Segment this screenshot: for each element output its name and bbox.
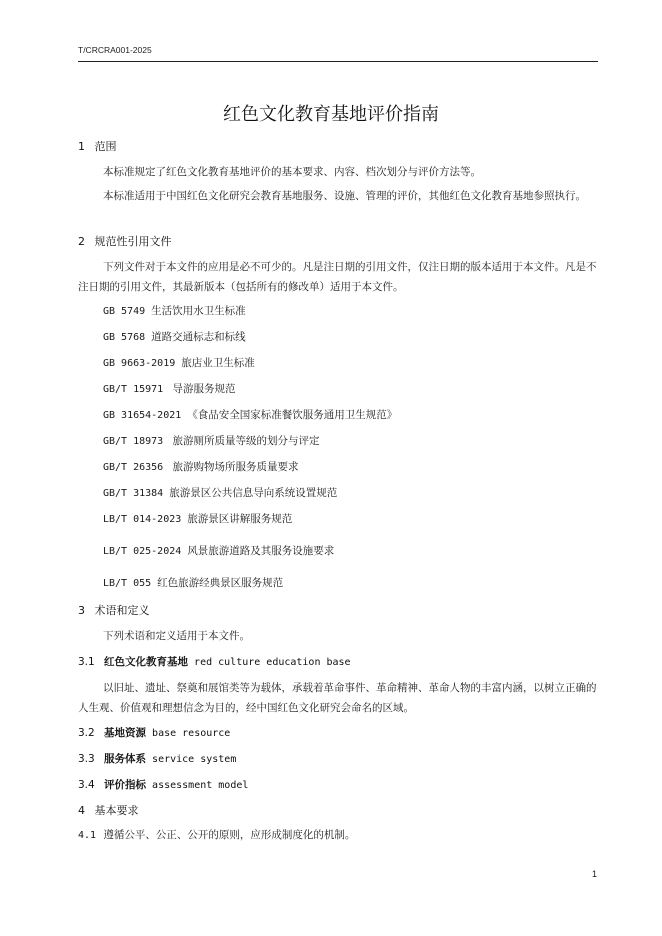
- section-3-heading: [78, 602, 150, 618]
- reference-item: [103, 381, 236, 396]
- reference-item: [103, 433, 320, 448]
- reference-item: [103, 407, 397, 422]
- section-2-heading: [78, 233, 172, 249]
- reference-item: [103, 303, 246, 318]
- reference-code: GB/T 18973: [103, 436, 164, 447]
- reference-code: GB 5749: [103, 306, 146, 317]
- reference-code: GB 9663-2019: [103, 358, 176, 369]
- term-name-zh: 基地资源: [104, 727, 147, 739]
- section-title: 基本要求: [94, 804, 139, 817]
- term-name-zh: 评价指标: [104, 779, 147, 791]
- reference-name: 旅游购物场所服务质量要求: [169, 461, 299, 473]
- reference-code: LB/T 025-2024: [103, 546, 182, 557]
- page-number: 1: [592, 869, 598, 879]
- reference-name: 旅游景区公共信息导向系统设置规范: [169, 487, 338, 499]
- term-number: 3.4: [78, 779, 95, 791]
- reference-item: [103, 511, 292, 526]
- reference-name: 《食品安全国家标准餐饮服务通用卫生规范》: [187, 409, 398, 421]
- term-3-1-definition: 以旧址、遗址、祭奠和展馆类等为载体，承载着革命事件、革命精神、革命人物的丰富内涵，以树立正确的人生观、价值观和理想信念为目的，经中国红色文化研究会命名的区域。: [78, 682, 597, 714]
- term-name-en: base resource: [152, 728, 231, 739]
- requirement-4-1: [78, 826, 355, 845]
- term-number: 3.2: [78, 727, 95, 739]
- term-3-4-heading: [78, 777, 248, 792]
- reference-code: GB/T 15971: [103, 384, 164, 395]
- section-title: 范围: [94, 140, 117, 153]
- section-1-heading: [78, 138, 117, 154]
- section-title: 术语和定义: [94, 604, 150, 617]
- reference-item: [103, 575, 283, 590]
- reference-name: 道路交通标志和标线: [151, 331, 246, 343]
- term-name-zh: 红色文化教育基地: [104, 656, 189, 668]
- document-title: 红色文化教育基地评价指南: [223, 104, 439, 125]
- reference-code: LB/T 055: [103, 578, 152, 589]
- header-divider: [78, 61, 598, 62]
- reference-name: 旅游景区讲解服务规范: [187, 513, 293, 525]
- terms-intro: 下列术语和定义适用于本文件。: [103, 630, 250, 642]
- reference-name: 旅游厕所质量等级的划分与评定: [169, 435, 320, 447]
- section-number: 2: [78, 235, 85, 248]
- section-4-heading: [78, 802, 139, 818]
- term-3-2-heading: [78, 725, 230, 740]
- reference-item: [103, 355, 255, 370]
- reference-code: GB/T 26356: [103, 462, 164, 473]
- reference-code: GB 31654-2021: [103, 410, 182, 421]
- reference-code: GB 5768: [103, 332, 146, 343]
- term-number: 3.1: [78, 656, 95, 668]
- reference-item: [103, 543, 334, 558]
- section-number: 3: [78, 604, 85, 617]
- reference-item: [103, 329, 246, 344]
- term-name-en: red culture education base: [194, 657, 351, 668]
- section-title: 规范性引用文件: [94, 235, 172, 248]
- term-number: 3.3: [78, 753, 95, 765]
- reference-name: 导游服务规范: [169, 383, 236, 395]
- term-3-1-heading: [78, 654, 351, 669]
- term-name-en: service system: [152, 754, 237, 765]
- section-number: 1: [78, 140, 85, 153]
- term-name-en: assessment model: [152, 780, 249, 791]
- reference-name: 红色旅游经典景区服务规范: [157, 577, 284, 589]
- reference-name: 生活饮用水卫生标准: [151, 305, 246, 317]
- reference-name: 风景旅游道路及其服务设施要求: [187, 545, 335, 557]
- requirement-text: 遵循公平、公正、公开的原则，应形成制度化的机制。: [103, 829, 356, 841]
- reference-item: [103, 459, 299, 474]
- references-intro: 下列文件对于本文件的应用是必不可少的。凡是注日期的引用文件，仅注日期的版本适用于本文件。凡是不注日期的引用文件，其最新版本（包括所有的修改单）适用于本文件。: [78, 261, 597, 293]
- section-number: 4: [78, 804, 85, 817]
- term-name-zh: 服务体系: [104, 753, 147, 765]
- document-code: T/CRCRA001-2025: [78, 45, 152, 55]
- requirement-number: 4.1: [78, 830, 97, 841]
- reference-item: [103, 485, 337, 500]
- scope-paragraph-2: 本标准适用于中国红色文化研究会教育基地服务、设施、管理的评价，其他红色文化教育基地参照执行。: [103, 190, 586, 202]
- reference-code: LB/T 014-2023: [103, 514, 182, 525]
- reference-code: GB/T 31384: [103, 488, 164, 499]
- reference-name: 旅店业卫生标准: [181, 357, 255, 369]
- scope-paragraph-1: 本标准规定了红色文化教育基地评价的基本要求、内容、档次划分与评价方法等。: [103, 166, 481, 178]
- term-3-3-heading: [78, 751, 236, 766]
